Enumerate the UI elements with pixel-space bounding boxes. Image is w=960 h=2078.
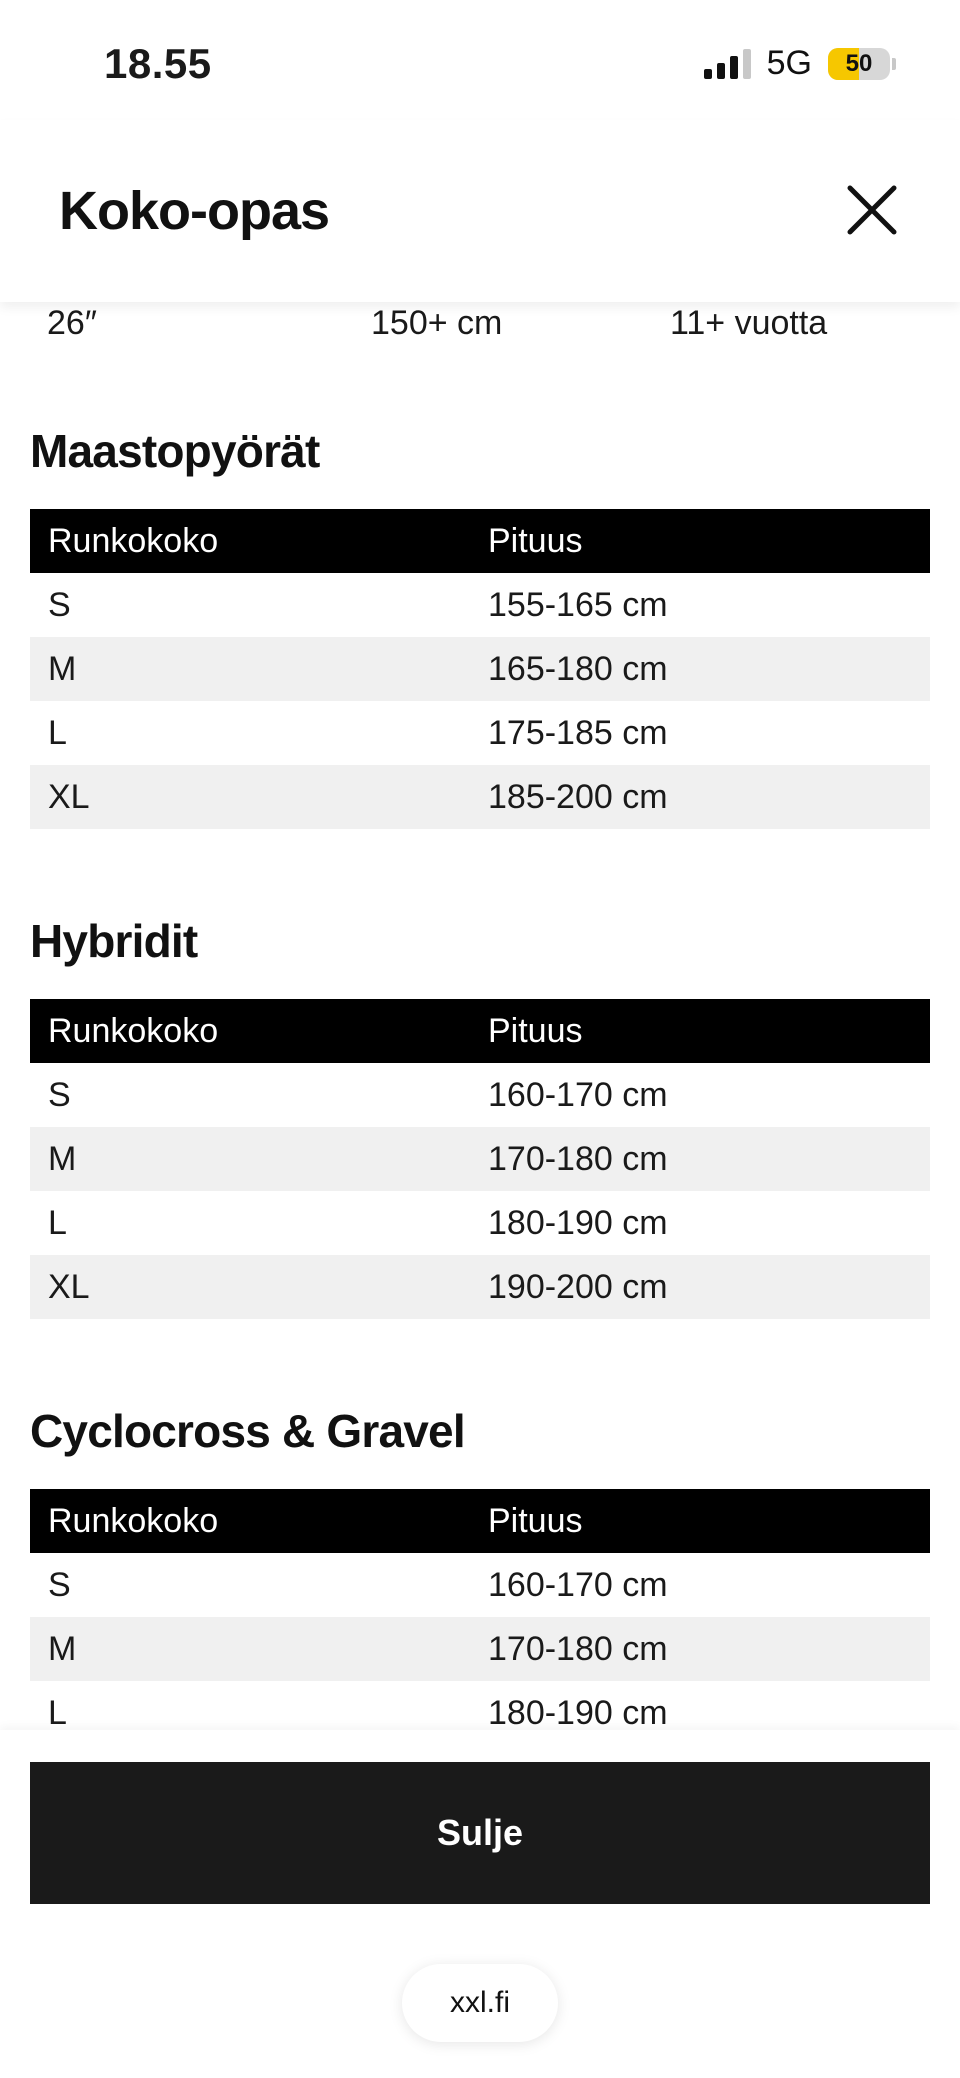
section-title: Cyclocross & Gravel: [30, 1405, 465, 1457]
column-header: Runkokoko: [30, 999, 470, 1063]
table-row: [30, 701, 930, 765]
table-row: [30, 1063, 930, 1127]
table-cell: M: [30, 637, 470, 701]
size-guide-content[interactable]: [0, 302, 960, 1730]
table-cell: S: [48, 1075, 71, 1114]
table-cell: L: [48, 713, 67, 752]
table-cell: L: [48, 1693, 67, 1730]
table-cell: 155-165 cm: [488, 585, 668, 624]
table-cell: 26″: [47, 304, 97, 342]
section-title: Hybridit: [30, 915, 198, 967]
section-title: Maastopyörät: [30, 425, 320, 477]
status-time: 18.55: [104, 40, 212, 87]
table-row: [0, 302, 960, 352]
table-row: [30, 765, 930, 829]
section-cyclocross-gravel: [30, 1385, 930, 1730]
sulje-button[interactable]: Sulje: [30, 1762, 930, 1904]
column-header: Runkokoko: [30, 509, 470, 573]
table-row: [30, 573, 930, 637]
battery-icon: [828, 48, 896, 80]
table-cell: 160-170 cm: [488, 1075, 668, 1114]
table-cell: XL: [30, 1255, 470, 1319]
table-cell: 160-170 cm: [488, 1565, 668, 1604]
table-cell: 180-190 cm: [488, 1203, 668, 1242]
bottom-action-bar: [0, 1730, 960, 2078]
table-cell: 190-200 cm: [470, 1255, 930, 1319]
page-title: Koko-opas: [59, 181, 330, 241]
size-table: [30, 999, 930, 1319]
table-cell: 180-190 cm: [488, 1693, 668, 1730]
table-cell: S: [48, 585, 71, 624]
column-header: Runkokoko: [30, 1489, 470, 1553]
table-cell: XL: [30, 765, 470, 829]
column-header: Pituus: [470, 509, 930, 573]
table-header-row: [30, 509, 930, 573]
table-cell: S: [48, 1565, 71, 1604]
table-cell: 170-180 cm: [470, 1127, 930, 1191]
size-guide-header: [0, 120, 960, 302]
table-cell: 185-200 cm: [470, 765, 930, 829]
status-indicators: [704, 44, 896, 83]
table-row: [30, 1681, 930, 1730]
battery-level: 50: [845, 49, 873, 77]
size-table: [30, 1489, 930, 1730]
table-cell: 150+ cm: [371, 304, 503, 342]
signal-icon: [704, 49, 751, 79]
table-cell: L: [48, 1203, 67, 1242]
section-hybrid-bikes: [30, 895, 930, 1319]
table-cell: M: [30, 1617, 470, 1681]
close-icon: [842, 180, 902, 240]
table-row: [30, 1127, 930, 1191]
column-header: Pituus: [470, 1489, 930, 1553]
table-header-row: [30, 1489, 930, 1553]
table-row: [30, 1255, 930, 1319]
table-row: [30, 1617, 930, 1681]
table-cell: 11+ vuotta: [670, 304, 828, 342]
url-bar[interactable]: [402, 1964, 558, 2042]
url-text: xxl.fi: [450, 1986, 510, 2019]
section-mountain-bikes: [30, 405, 930, 829]
status-bar: [0, 0, 960, 120]
table-cell: 170-180 cm: [470, 1617, 930, 1681]
table-cell: M: [30, 1127, 470, 1191]
table-header-row: [30, 999, 930, 1063]
close-button[interactable]: [842, 180, 902, 240]
size-table: [30, 509, 930, 829]
table-cell: 175-185 cm: [488, 713, 668, 752]
table-row: [30, 1191, 930, 1255]
column-header: Pituus: [470, 999, 930, 1063]
network-type: 5G: [766, 44, 812, 82]
table-cell: 165-180 cm: [470, 637, 930, 701]
table-row: [30, 637, 930, 701]
table-row: [30, 1553, 930, 1617]
